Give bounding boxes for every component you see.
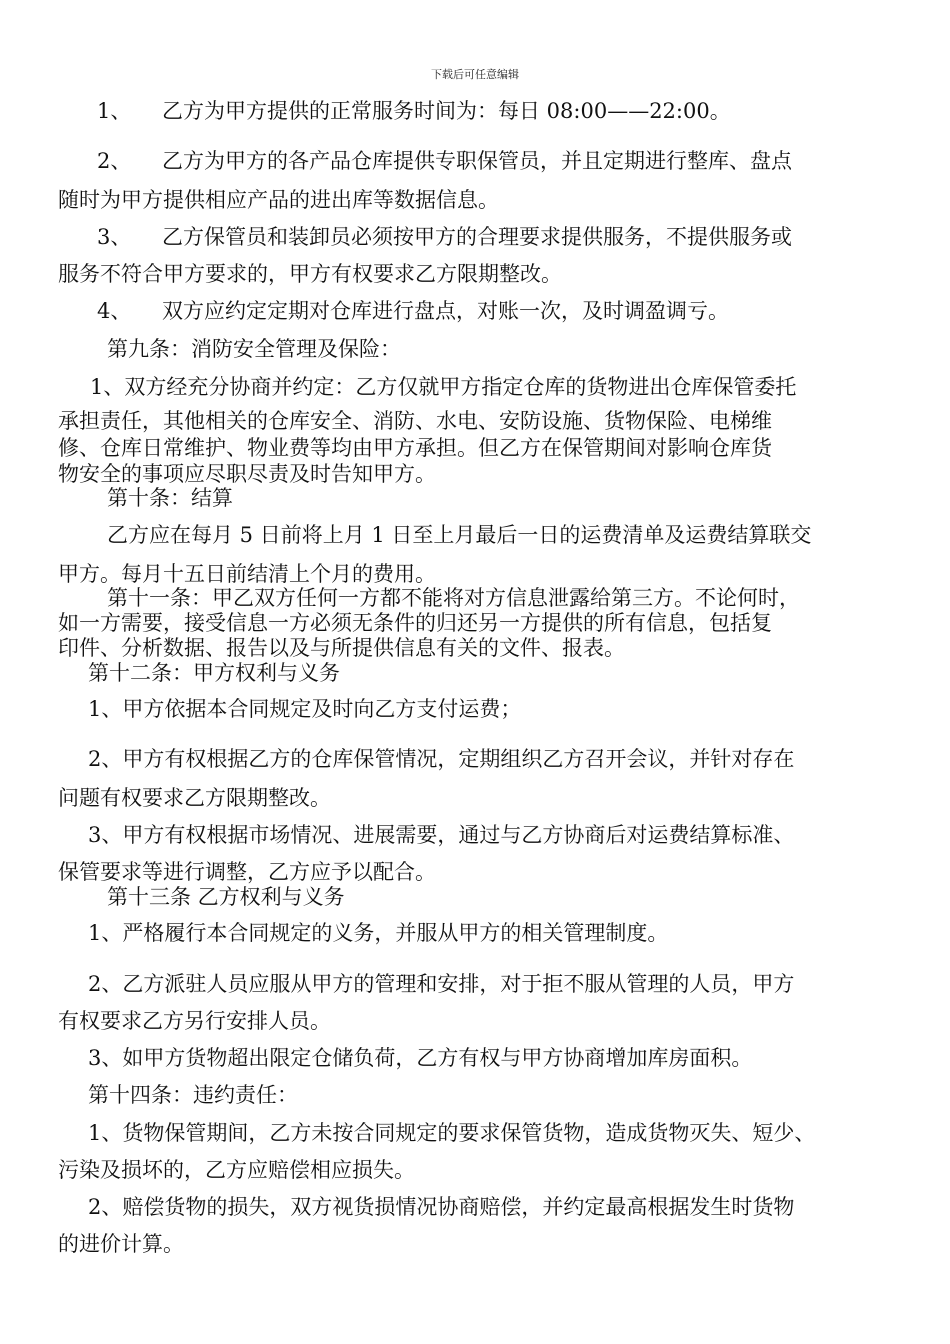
text-line: 1、甲方依据本合同规定及时向乙方支付运费；: [88, 697, 522, 721]
text-line: 服务不符合甲方要求的，甲方有权要求乙方限期整改。: [58, 262, 562, 286]
text-line: 2、赔偿货物的损失，双方视货损情况协商赔偿，并约定最高根据发生时货物: [88, 1195, 795, 1219]
text-line: 2、乙方派驻人员应服从甲方的管理和安排，对于拒不服从管理的人员，甲方: [88, 972, 795, 996]
page-header: 下载后可任意编辑: [431, 68, 519, 81]
text-line: 乙方为甲方提供的正常服务时间为：每日 08:00——22:00。: [162, 99, 731, 123]
text-line: 2、: [97, 149, 132, 173]
text-line: 乙方应在每月 5 日前将上月 1 日至上月最后一日的运费清单及运费结算联交: [107, 523, 812, 547]
text-line: 第九条：消防安全管理及保险：: [107, 337, 401, 361]
text-line: 有权要求乙方另行安排人员。: [58, 1009, 331, 1033]
text-line: 第十二条：甲方权利与义务: [88, 661, 340, 685]
text-line: 3、甲方有权根据市场情况、进展需要，通过与乙方协商后对运费结算标准、: [88, 823, 795, 847]
text-line: 印件、分析数据、报告以及与所提供信息有关的文件、报表。: [58, 636, 625, 660]
text-line: 物安全的事项应尽职尽责及时告知甲方。: [58, 462, 436, 486]
text-line: 保管要求等进行调整，乙方应予以配合。: [58, 860, 436, 884]
text-line: 双方应约定定期对仓库进行盘点，对账一次，及时调盈调亏。: [162, 299, 729, 323]
text-line: 第十条：结算: [107, 486, 233, 510]
text-line: 3、如甲方货物超出限定仓储负荷，乙方有权与甲方协商增加库房面积。: [88, 1046, 753, 1070]
text-line: 第十一条：甲乙双方任何一方都不能将对方信息泄露给第三方。不论何时，: [107, 586, 800, 610]
text-line: 1、严格履行本合同规定的义务，并服从甲方的相关管理制度。: [88, 921, 669, 945]
text-line: 4、: [97, 299, 132, 323]
text-line: 乙方为甲方的各产品仓库提供专职保管员，并且定期进行整库、盘点: [162, 149, 792, 173]
text-line: 1、货物保管期间，乙方未按合同规定的要求保管货物，造成货物灭失、短少、: [88, 1121, 816, 1145]
text-line: 1、双方经充分协商并约定：乙方仅就甲方指定仓库的货物进出仓库保管委托: [90, 375, 797, 399]
text-line: 3、: [97, 225, 132, 249]
text-line: 如一方需要，接受信息一方必须无条件的归还另一方提供的所有信息，包括复: [58, 611, 772, 635]
text-line: 2、甲方有权根据乙方的仓库保管情况，定期组织乙方召开会议，并针对存在: [88, 747, 795, 771]
text-line: 的进价计算。: [58, 1232, 184, 1256]
text-line: 乙方保管员和装卸员必须按甲方的合理要求提供服务，不提供服务或: [162, 225, 792, 249]
text-line: 污染及损坏的，乙方应赔偿相应损失。: [58, 1158, 415, 1182]
text-line: 修、仓库日常维护、物业费等均由甲方承担。但乙方在保管期间对影响仓库货: [58, 436, 772, 460]
text-line: 随时为甲方提供相应产品的进出库等数据信息。: [58, 188, 499, 212]
text-line: 问题有权要求乙方限期整改。: [58, 786, 331, 810]
text-line: 甲方。每月十五日前结清上个月的费用。: [58, 562, 436, 586]
text-line: 第十四条：违约责任：: [88, 1083, 298, 1107]
text-line: 第十三条 乙方权利与义务: [107, 885, 345, 909]
text-line: 承担责任，其他相关的仓库安全、消防、水电、安防设施、货物保险、电梯维: [58, 409, 772, 433]
text-line: 1、: [97, 99, 132, 123]
